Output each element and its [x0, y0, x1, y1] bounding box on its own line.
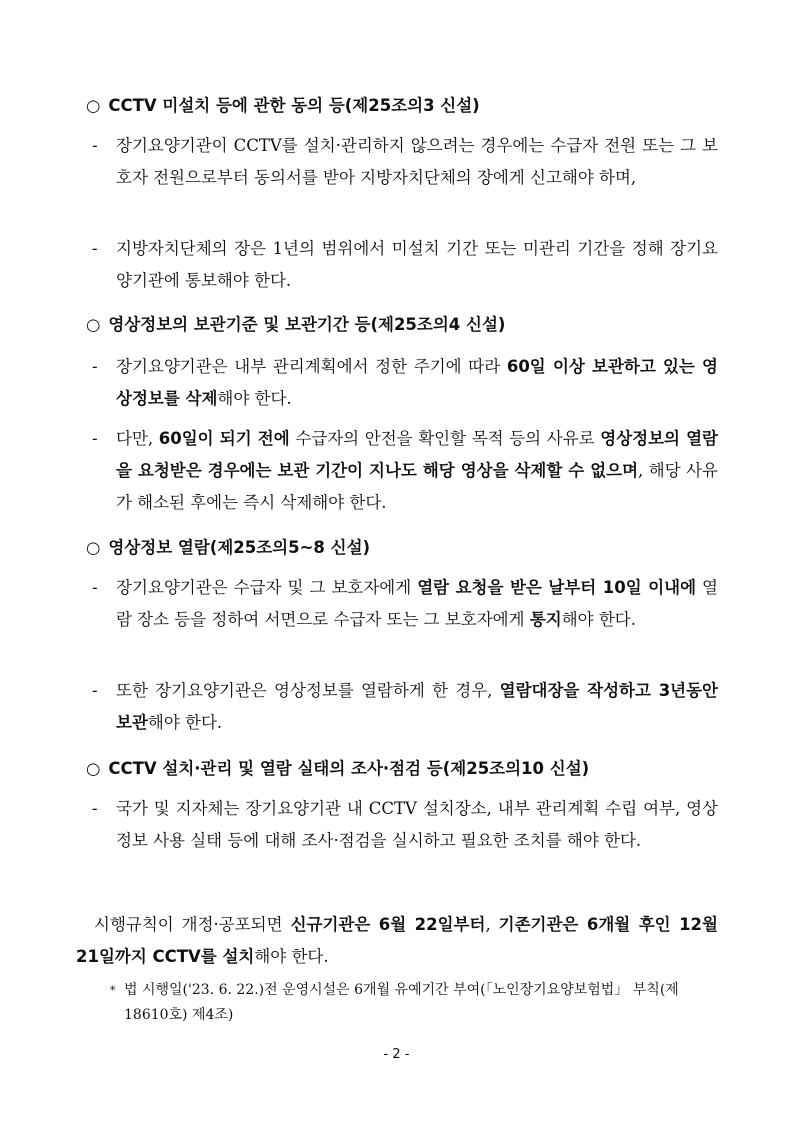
- bold-text: 신규기관은 6월 22일부터: [290, 915, 486, 934]
- plain-text: 해야 한다.: [561, 610, 636, 629]
- plain-text: ,: [485, 915, 499, 934]
- plain-text: 장기요양기관은 내부 관리계획에서 정한 주기에 따라: [116, 357, 507, 376]
- item-text: [116, 572, 718, 636]
- dash-bullet: -: [92, 681, 98, 700]
- bold-text: 60일이 되기 전에: [158, 429, 290, 448]
- section-title: CCTV 미설치 등에 관한 동의 등(제25조의3 신설): [108, 96, 480, 115]
- bold-text: 영상정보의 열람을 요청받은 경우에는 보관 기간이 지나도 해당 영상을 삭제할 수 없으며: [116, 429, 718, 480]
- section-title: CCTV 설치·관리 및 열람 실태의 조사·점검 등(제25조의10 신설): [108, 759, 590, 778]
- list-item: [92, 793, 718, 857]
- section-title: 영상정보의 보관기준 및 보관기간 등(제25조의4 신설): [108, 315, 506, 334]
- plain-text: 열람 장소 등을 정하여 서면으로 수급자 또는 그 보호자에게: [116, 578, 718, 629]
- item-text: [116, 351, 718, 415]
- section-title: 영상정보 열람(제25조의5~8 신설): [108, 538, 371, 557]
- bold-text: 열람대장을 작성하고 3년동안 보관: [116, 681, 718, 732]
- circle-bullet: ○: [86, 538, 101, 557]
- plain-text: 해야 한다.: [217, 389, 292, 408]
- plain-text: 장기요양기관은 수급자 및 그 보호자에게: [116, 578, 418, 597]
- plain-text: 다만,: [116, 429, 159, 448]
- circle-bullet: ○: [86, 96, 101, 115]
- dash-bullet: -: [92, 799, 98, 818]
- bold-text: 열람 요청을 받은 날부터 10일 이내에: [417, 578, 697, 597]
- list-item: [92, 130, 718, 194]
- closing-paragraph: [76, 909, 718, 973]
- item-text: [116, 423, 718, 519]
- item-text: 장기요양기관이 CCTV를 설치·관리하지 않으려는 경우에는 수급자 전원 또는 그 보호자 전원으로부터 동의서를 받아 지방자치단체의 장에게 신고해야 하며,: [116, 136, 718, 187]
- item-text: 지방자치단체의 장은 1년의 범위에서 미설치 기간 또는 미관리 기간을 정해 장기요양기관에 통보해야 한다.: [116, 239, 718, 290]
- dash-bullet: -: [92, 357, 98, 376]
- list-item: [92, 572, 718, 636]
- plain-text: 해야 한다.: [147, 713, 223, 732]
- section-heading-viewing: [86, 536, 746, 560]
- plain-text: , 해당 사유가 해소된 후에는 즉시 삭제해야 한다.: [116, 461, 718, 512]
- circle-bullet: ○: [86, 315, 101, 334]
- list-item: [92, 351, 718, 415]
- dash-bullet: -: [92, 578, 98, 597]
- dash-bullet: -: [92, 239, 98, 258]
- list-item: [92, 423, 718, 519]
- circle-bullet: ○: [86, 759, 101, 778]
- bold-text: 통지: [529, 610, 562, 629]
- plain-text: 시행규칙이 개정·공포되면: [94, 915, 291, 934]
- bold-text: 기존기관은 6개월 후인 12월 21일까지 CCTV를 설치: [76, 915, 718, 966]
- footnote: [110, 978, 722, 1028]
- dash-bullet: -: [92, 429, 98, 448]
- item-text: [116, 675, 718, 739]
- dash-bullet: -: [92, 136, 98, 155]
- list-item: [92, 233, 718, 297]
- plain-text: 해야 한다.: [254, 947, 329, 966]
- page-number: - 2 -: [383, 1047, 410, 1062]
- item-text: 국가 및 지자체는 장기요양기관 내 CCTV 설치장소, 내부 관리계획 수립 여부, 영상정보 사용 실태 등에 대해 조사·점검을 실시하고 필요한 조치를 해야 한다.: [116, 799, 718, 850]
- plain-text: 또한 장기요양기관은 영상정보를 열람하게 한 경우,: [116, 681, 500, 700]
- list-item: [92, 675, 718, 739]
- plain-text: 수급자의 안전을 확인할 목적 등의 사유로: [289, 429, 601, 448]
- section-heading-retention: [86, 313, 746, 337]
- bold-text: 60일 이상 보관하고 있는 영상정보를 삭제: [116, 357, 718, 408]
- asterisk-marker: *: [110, 984, 116, 997]
- section-heading-inspection: [86, 757, 746, 781]
- section-heading-cctv-non-installation: [86, 94, 746, 118]
- footnote-text: 법 시행일('23. 6. 22.)전 운영시설은 6개월 유예기간 부여(「노인장기요양보험법」 부칙(제18610호) 제4조): [124, 982, 679, 1023]
